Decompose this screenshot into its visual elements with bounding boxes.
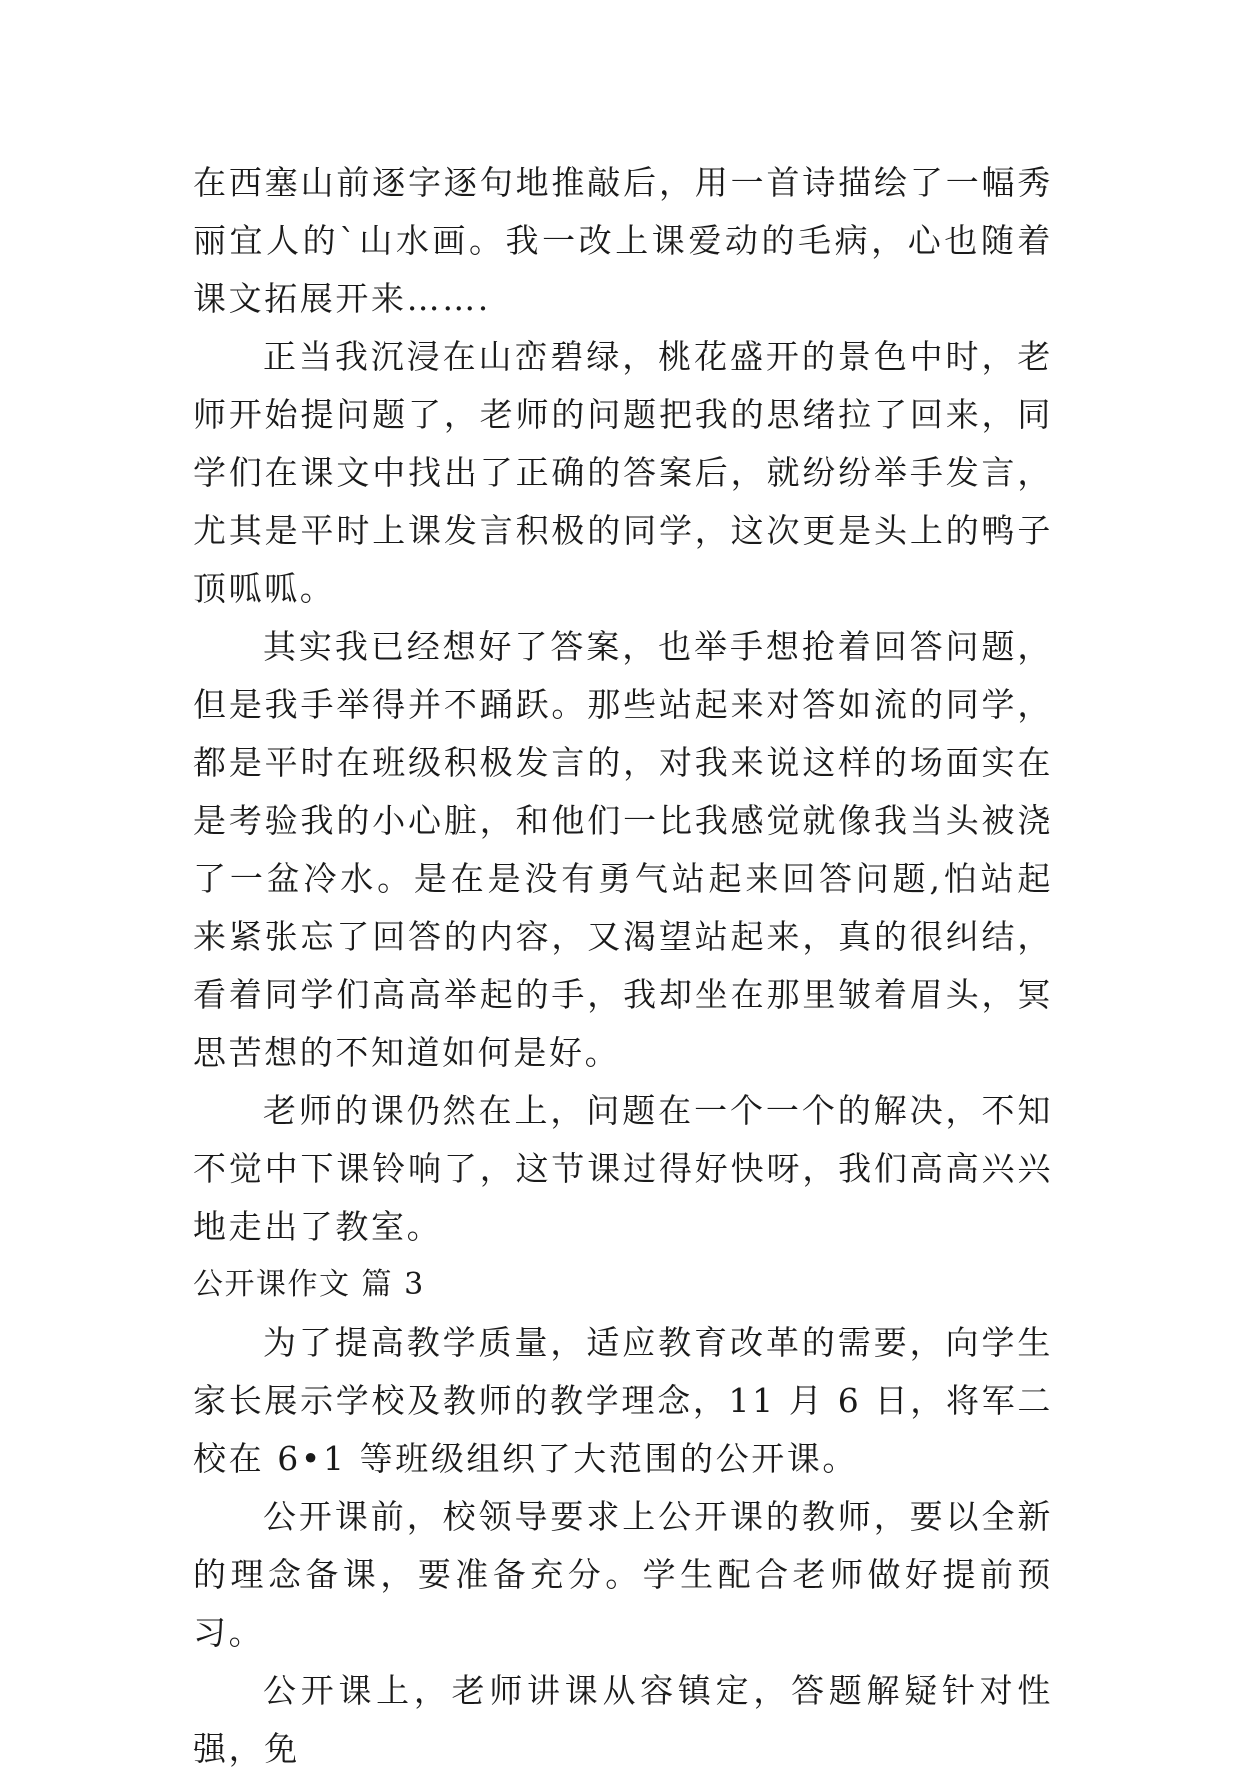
document-body — [193, 154, 1053, 1778]
paragraph-6: 公开课前，校领导要求上公开课的教师，要以全新的理念备课，要准备充分。学生配合老师做好提前预习。 — [193, 1497, 1053, 1652]
paragraph-1: 在西塞山前逐字逐句地推敲后，用一首诗描绘了一幅秀丽宜人的`山水画。我一改上课爱动的毛病，心也随着课文拓展开来……. — [193, 163, 1053, 318]
paragraph-7: 公开课上，老师讲课从容镇定，答题解疑针对性强，免 — [193, 1671, 1053, 1768]
paragraph-4: 老师的课仍然在上，问题在一个一个的解决，不知不觉中下课铃响了，这节课过得好快呀，我们高高兴兴地走出了教室。 — [193, 1091, 1053, 1246]
paragraph-5: 为了提高教学质量，适应教育改革的需要，向学生家长展示学校及教师的教学理念，11 月 6 日，将军二校在 6•1 等班级组织了大范围的公开课。 — [193, 1323, 1053, 1478]
section-heading: 公开课作文 篇 3 — [193, 1267, 425, 1302]
paragraph-3: 其实我已经想好了答案，也举手想抢着回答问题，但是我手举得并不踊跃。那些站起来对答如流的同学，都是平时在班级积极发言的，对我来说这样的场面实在是考验我的小心脏，和他们一比我感觉就像我当头被浇了一盆冷水。是在是没有勇气站起来回答问题,怕站起来紧张忘了回答的内容，又渴望站起来，真的很纠结，看着同学们高高举起的手，我却坐在那里皱着眉头，冥思苦想的不知道如何是好。 — [193, 627, 1053, 1072]
paragraph-2: 正当我沉浸在山峦碧绿，桃花盛开的景色中时，老师开始提问题了，老师的问题把我的思绪拉了回来，同学们在课文中找出了正确的答案后，就纷纷举手发言，尤其是平时上课发言积极的同学，这次更是头上的鸭子顶呱呱。 — [193, 337, 1053, 608]
